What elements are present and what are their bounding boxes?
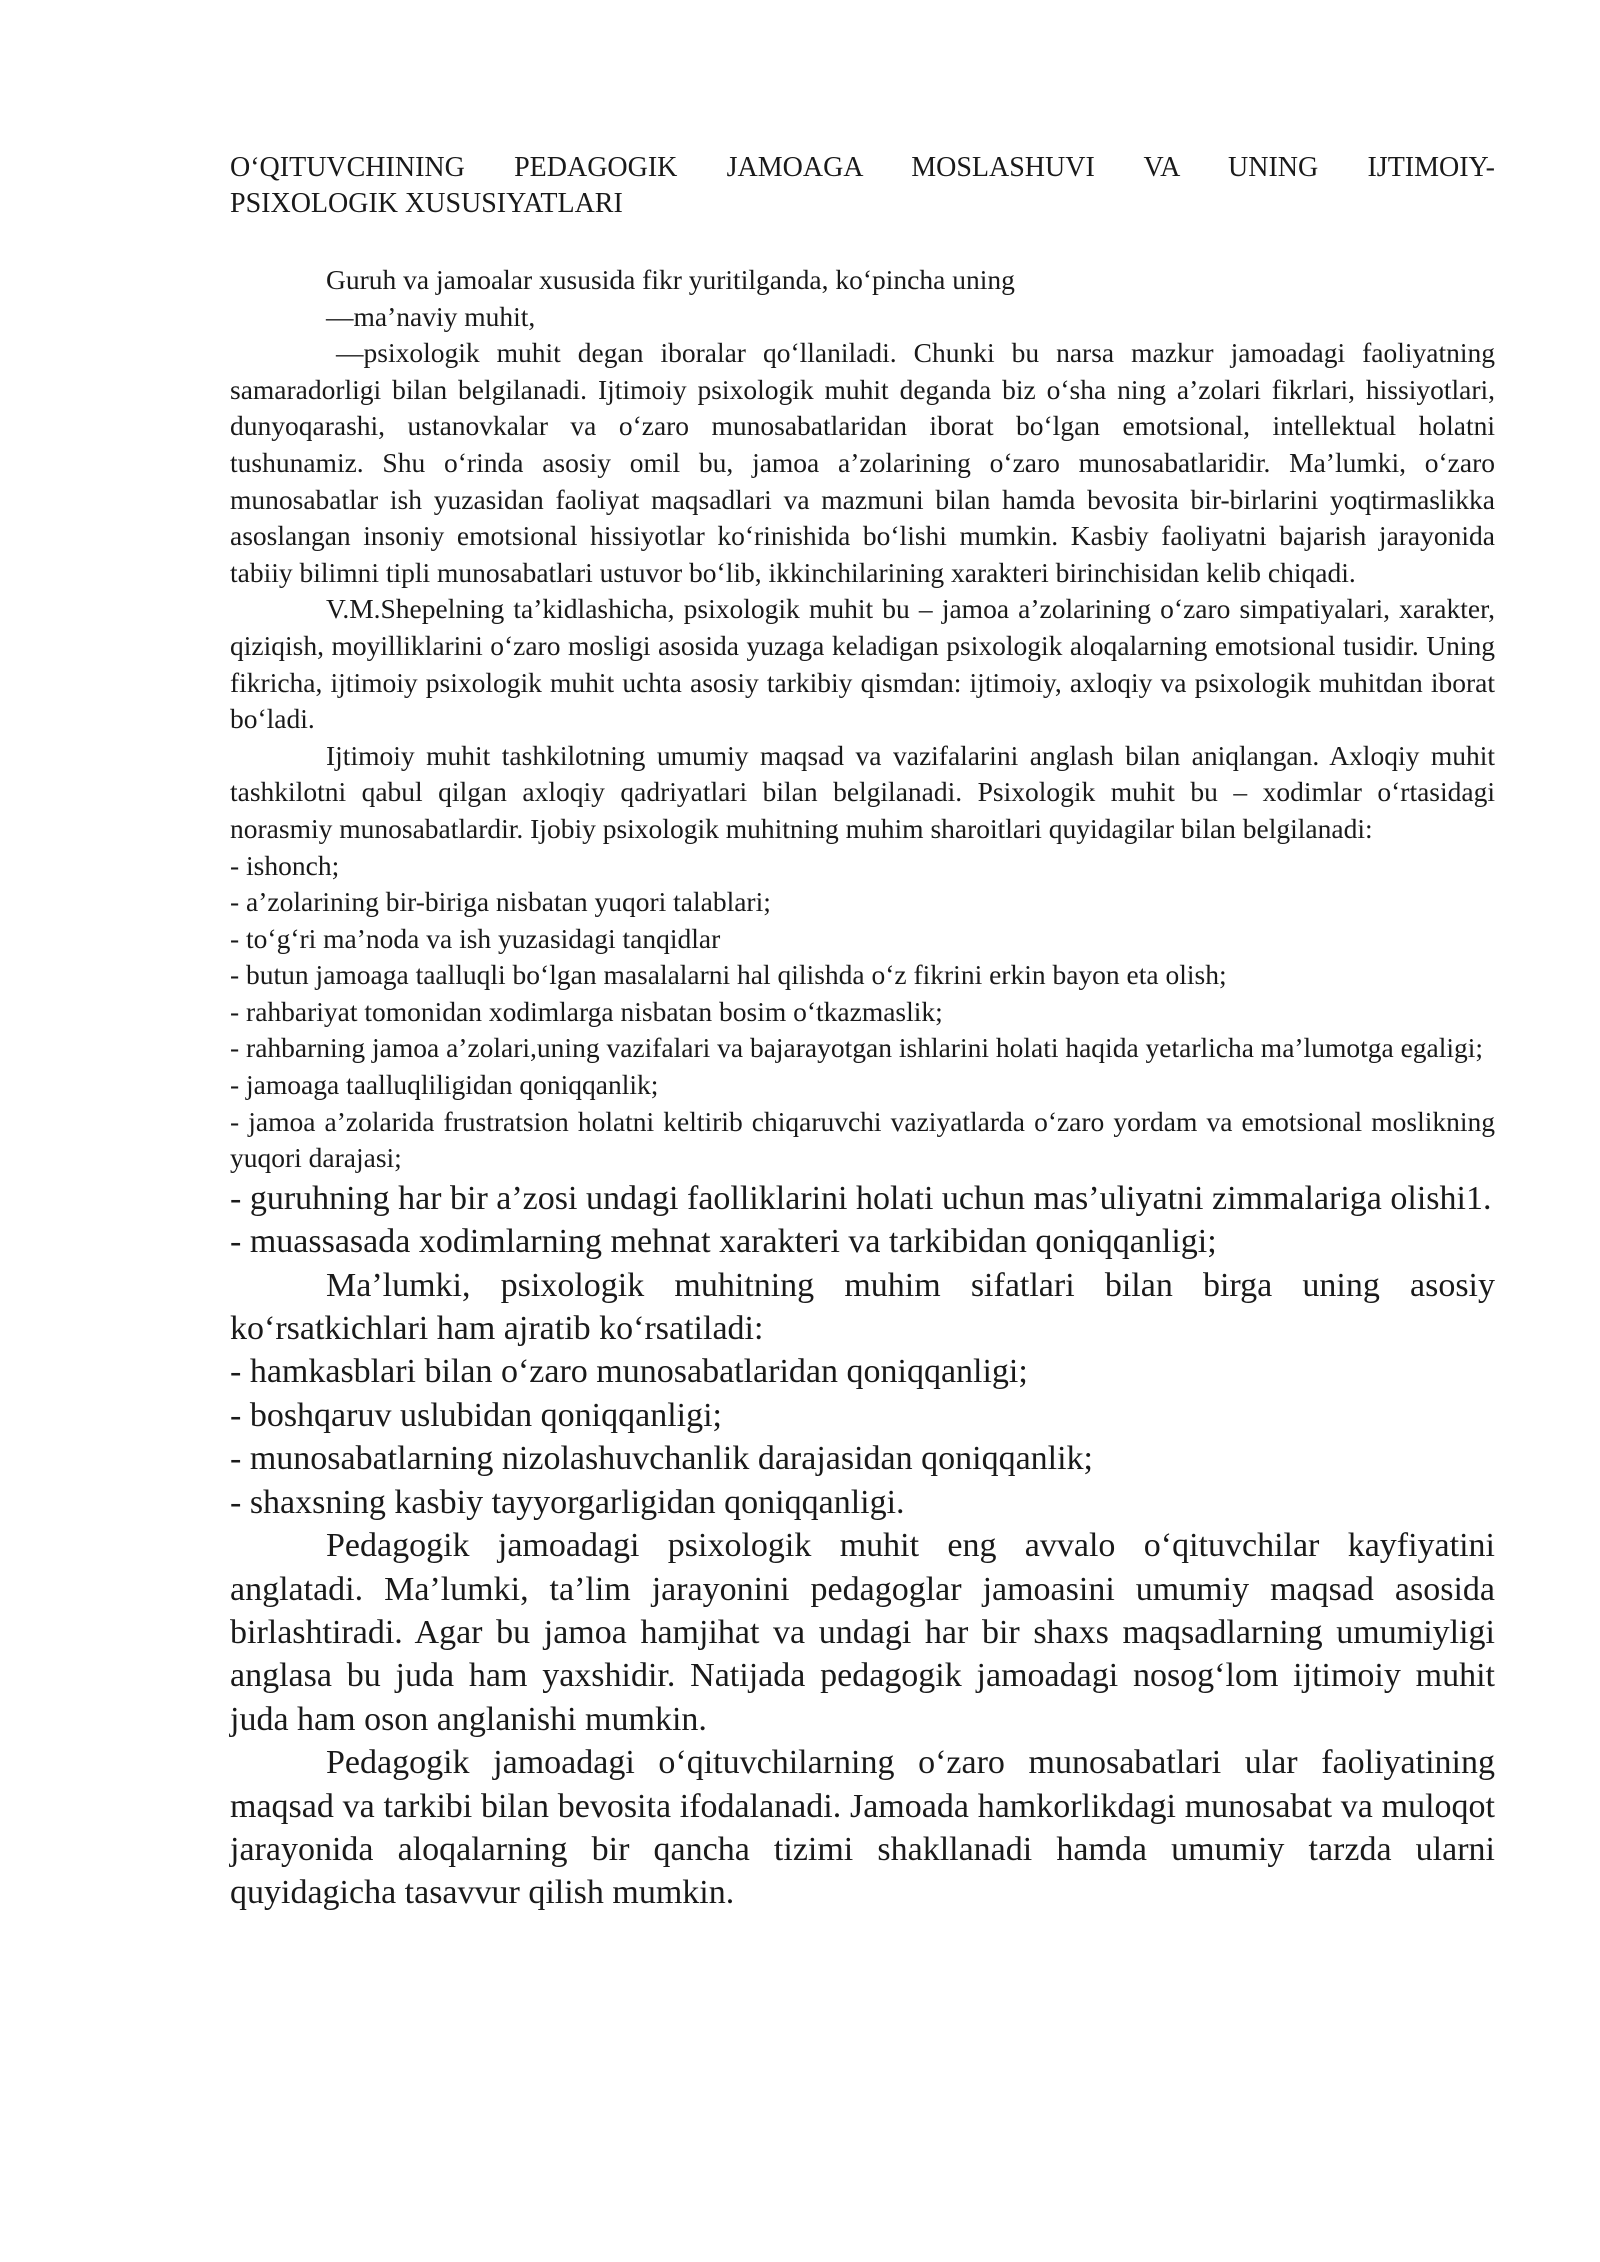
list1-item-7: - jamoaga taalluqliligidan qoniqqanlik;	[230, 1069, 659, 1101]
intro-line-1: Guruh va jamoalar xususida fikr yuritilganda, ko‘pincha uning	[326, 264, 1015, 295]
title-line-2: PSIXOLOGIK XUSUSIYATLARI	[230, 188, 623, 219]
intro-line-2: —ma’naviy muhit,	[326, 300, 536, 332]
list1-item-5: - rahbariyat tomonidan xodimlarga nisbatan bosim o‘tkazmaslik;	[230, 995, 943, 1027]
paragraph-teacher-relations: Pedagogik jamoadagi o‘qituvchilarning o‘zaro munosabatlari ular faoliyatining maqsad va tarkibi bilan bevosita ifodalanadi. Jamoada hamkorlikdagi munosabat va muloqot jarayonida aloqalarning bir qancha tizimi shakllanadi hamda umumiy tarzda ularni quyidagicha tasavvur qilish mumkin.	[230, 1744, 1495, 1912]
list3-item-4: - shaxsning kasbiy tayyorgarligidan qoniqqanligi.	[230, 1483, 905, 1521]
list1-item-4: - butun jamoaga taalluqli bo‘lgan masalalarni hal qilishda o‘z fikrini erkin bayon eta olish;	[230, 959, 1227, 991]
list3-item-3: - munosabatlarning nizolashuvchanlik darajasidan qoniqqanlik;	[230, 1440, 1093, 1478]
list1-item-3: - to‘g‘ri ma’noda va ish yuzasidagi tanqidlar	[230, 922, 721, 954]
list1-item-1: - ishonch;	[230, 849, 340, 881]
list1-item-6: - rahbarning jamoa a’zolari,uning vazifalari va bajarayotgan ishlarini holati haqida yetarlicha ma’lumotga egaligi;	[230, 1032, 1484, 1064]
paragraph-shepel: V.M.Shepelning ta’kidlashicha, psixologik muhit bu – jamoa a’zolarining o‘zaro simpatiyalari, xarakter, qiziqish, moyilliklarini o‘zaro mosligi asosida yuzaga keladigan psixologik aloqalarning emotsional tusidir. Uning fikricha, ijtimoiy psixologik muhit uchta asosiy tarkibiy qismdan: ijtimoiy, axloqiy va psixologik muhitdan iborat bo‘ladi.	[230, 593, 1495, 735]
list1-item-2: - a’zolarining bir-biriga nisbatan yuqori talablari;	[230, 886, 771, 918]
list3-item-1: - hamkasblari bilan o‘zaro munosabatlaridan qoniqqanligi;	[230, 1353, 1028, 1391]
document-title	[230, 150, 1495, 222]
paragraph-pedagogic-climate: Pedagogik jamoadagi psixologik muhit eng avvalo o‘qituvchilar kayfiyatini anglatadi. Ma’lumki, ta’lim jarayonini pedagoglar jamoasini umumiy maqsad asosida birlashtiradi. Agar bu jamoa hamjihat va undagi har bir shaxs maqsadlarning umumiyligi anglasa bu juda ham yaxshidir. Natijada pedagogik jamoadagi nosog‘lom ijtimoiy muhit juda ham oson anglanishi mumkin.	[230, 1527, 1495, 1738]
list3-item-2: - boshqaruv uslubidan qoniqqanligi;	[230, 1396, 723, 1434]
intro-paragraph: —psixologik muhit degan iboralar qo‘llaniladi. Chunki bu narsa mazkur jamoadagi faoliyatning samaradorligi bilan belgilanadi. Ijtimoiy psixologik muhit deganda biz o‘sha ning a’zolari fikrlari, hissiyotlari, dunyoqarashi, ustanovkalar va o‘zaro munosabatlaridan iborat bo‘lgan emotsional, intellektual holatni tushunamiz. Shu o‘rinda asosiy omil bu, jamoa a’zolarining o‘zaro munosabatlaridir. Ma’lumki, o‘zaro munosabatlar ish yuzasidan faoliyat maqsadlari va mazmuni bilan hamda bevosita bir-birlarini yoqtirmaslikka asoslangan insoniy emotsional hissiyotlar ko‘rinishida bo‘lishi mumkin. Kasbiy faoliyatni bajarish jarayonida tabiiy bilimni tipli munosabatlari ustuvor bo‘lib, ikkinchilarining xarakteri birinchisidan kelib chiqadi.	[230, 337, 1495, 588]
document-page	[230, 150, 1495, 1915]
paragraph-indicators: Ma’lumki, psixologik muhitning muhim sifatlari bilan birga uning asosiy ko‘rsatkichlari ham ajratib ko‘rsatiladi:	[230, 1266, 1495, 1348]
list1-item-8: - jamoa a’zolarida frustratsion holatni keltirib chiqaruvchi vaziyatlarda o‘zaro yordam va emotsional moslikning yuqori darajasi;	[230, 1105, 1495, 1174]
paragraph-social-climate: Ijtimoiy muhit tashkilotning umumiy maqsad va vazifalarini anglash bilan aniqlangan. Axloqiy muhit tashkilotni qabul qilgan axloqiy qadriyatlari bilan belgilanadi. Psixologik muhit bu – xodimlar o‘rtasidagi norasmiy munosabatlardir. Ijobiy psixologik muhitning muhim sharoitlari quyidagilar bilan belgilanadi:	[230, 739, 1495, 844]
body-small-section	[230, 262, 1495, 1177]
body-large-section	[230, 1177, 1495, 1915]
list2-item-1: - guruhning har bir a’zosi undagi faolliklarini holati uchun mas’uliyatni zimmalariga olishi1.	[230, 1179, 1492, 1217]
list2-item-2: - muassasada xodimlarning mehnat xarakteri va tarkibidan qoniqqanligi;	[230, 1223, 1217, 1261]
title-line-1: O‘QITUVCHINING PEDAGOGIK JAMOAGA MOSLASHUVI VA UNING IJTIMOIY-	[230, 152, 1495, 183]
